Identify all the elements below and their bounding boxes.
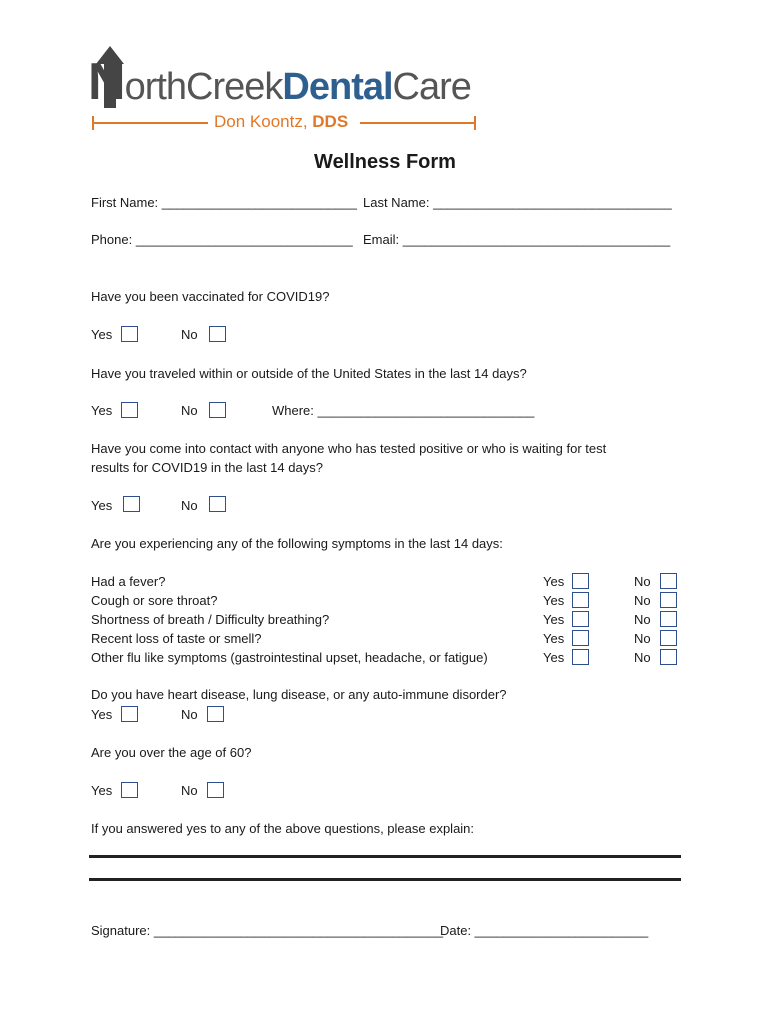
q5-no-checkbox[interactable] bbox=[207, 706, 224, 722]
no-label: No bbox=[634, 650, 651, 665]
email-field[interactable]: Email: _____________________________________ bbox=[363, 232, 671, 247]
fever-no-checkbox[interactable] bbox=[660, 573, 677, 589]
logo-line-left bbox=[92, 122, 208, 124]
explain-line-2[interactable] bbox=[89, 878, 681, 881]
yes-label: Yes bbox=[91, 327, 113, 342]
no-label: No bbox=[181, 707, 198, 722]
cough-no-checkbox[interactable] bbox=[660, 592, 677, 608]
question-symptoms: Are you experiencing any of the following symptoms in the last 14 days: bbox=[91, 536, 503, 551]
q3-no-checkbox[interactable] bbox=[209, 496, 226, 512]
logo-care: Care bbox=[392, 66, 471, 108]
logo-north-creek: orthCreek bbox=[124, 66, 283, 108]
doctor-name: Don Koontz, DDS bbox=[214, 112, 349, 131]
logo-line-cap-right bbox=[474, 116, 476, 130]
q1-no-checkbox[interactable] bbox=[209, 326, 226, 342]
first-name-field[interactable]: First Name: ___________________________ bbox=[91, 195, 357, 210]
flu-no-checkbox[interactable] bbox=[660, 649, 677, 665]
yes-label: Yes bbox=[91, 403, 113, 418]
q3-yes-checkbox[interactable] bbox=[123, 496, 140, 512]
yes-label: Yes bbox=[91, 783, 113, 798]
q5-yes-checkbox[interactable] bbox=[121, 706, 138, 722]
symptom-label: Cough or sore throat? bbox=[91, 593, 218, 608]
last-name-field[interactable]: Last Name: _________________________________ bbox=[363, 195, 672, 210]
breath-no-checkbox[interactable] bbox=[660, 611, 677, 627]
symptom-label: Shortness of breath / Difficulty breathing? bbox=[91, 612, 330, 627]
question-traveled: Have you traveled within or outside of the United States in the last 14 days? bbox=[91, 366, 527, 381]
no-label: No bbox=[181, 498, 198, 513]
fever-yes-checkbox[interactable] bbox=[572, 573, 589, 589]
taste-no-checkbox[interactable] bbox=[660, 630, 677, 646]
phone-field[interactable]: Phone: ______________________________ bbox=[91, 232, 353, 247]
no-label: No bbox=[634, 612, 651, 627]
logo-line-right bbox=[360, 122, 476, 124]
explain-prompt: If you answered yes to any of the above questions, please explain: bbox=[91, 821, 475, 836]
q2-yes-checkbox[interactable] bbox=[121, 402, 138, 418]
symptom-label: Other flu like symptoms (gastrointestinal upset, headache, or fatigue) bbox=[91, 650, 488, 665]
date-field[interactable]: Date: ________________________ bbox=[440, 923, 649, 938]
logo-dental: Dental bbox=[282, 66, 393, 108]
yes-label: Yes bbox=[543, 612, 565, 627]
question-contact-line1: Have you come into contact with anyone who has tested positive or who is waiting for test bbox=[91, 441, 607, 456]
question-contact-line2: results for COVID19 in the last 14 days? bbox=[91, 460, 323, 475]
yes-label: Yes bbox=[91, 707, 113, 722]
yes-label: Yes bbox=[543, 574, 565, 589]
flu-yes-checkbox[interactable] bbox=[572, 649, 589, 665]
breath-yes-checkbox[interactable] bbox=[572, 611, 589, 627]
question-heart-disease: Do you have heart disease, lung disease, or any auto-immune disorder? bbox=[91, 687, 507, 702]
yes-label: Yes bbox=[543, 631, 565, 646]
logo-wordmark bbox=[88, 53, 471, 111]
taste-yes-checkbox[interactable] bbox=[572, 630, 589, 646]
form-title: Wellness Form bbox=[314, 151, 456, 173]
explain-line-1[interactable] bbox=[89, 855, 681, 858]
symptom-label: Recent loss of taste or smell? bbox=[91, 631, 262, 646]
no-label: No bbox=[634, 631, 651, 646]
cough-yes-checkbox[interactable] bbox=[572, 592, 589, 608]
where-field[interactable]: Where: ______________________________ bbox=[272, 403, 535, 418]
no-label: No bbox=[181, 783, 198, 798]
logo-n: N bbox=[88, 53, 125, 111]
q2-no-checkbox[interactable] bbox=[209, 402, 226, 418]
yes-label: Yes bbox=[91, 498, 113, 513]
q6-yes-checkbox[interactable] bbox=[121, 782, 138, 798]
no-label: No bbox=[634, 574, 651, 589]
question-vaccinated: Have you been vaccinated for COVID19? bbox=[91, 289, 330, 304]
q1-yes-checkbox[interactable] bbox=[121, 326, 138, 342]
signature-field[interactable]: Signature: ________________________________________ bbox=[91, 923, 444, 938]
symptom-label: Had a fever? bbox=[91, 574, 166, 589]
q6-no-checkbox[interactable] bbox=[207, 782, 224, 798]
logo-subline bbox=[92, 112, 476, 132]
question-over-60: Are you over the age of 60? bbox=[91, 745, 252, 760]
no-label: No bbox=[181, 403, 198, 418]
no-label: No bbox=[181, 327, 198, 342]
no-label: No bbox=[634, 593, 651, 608]
practice-logo bbox=[88, 46, 478, 132]
yes-label: Yes bbox=[543, 593, 565, 608]
yes-label: Yes bbox=[543, 650, 565, 665]
